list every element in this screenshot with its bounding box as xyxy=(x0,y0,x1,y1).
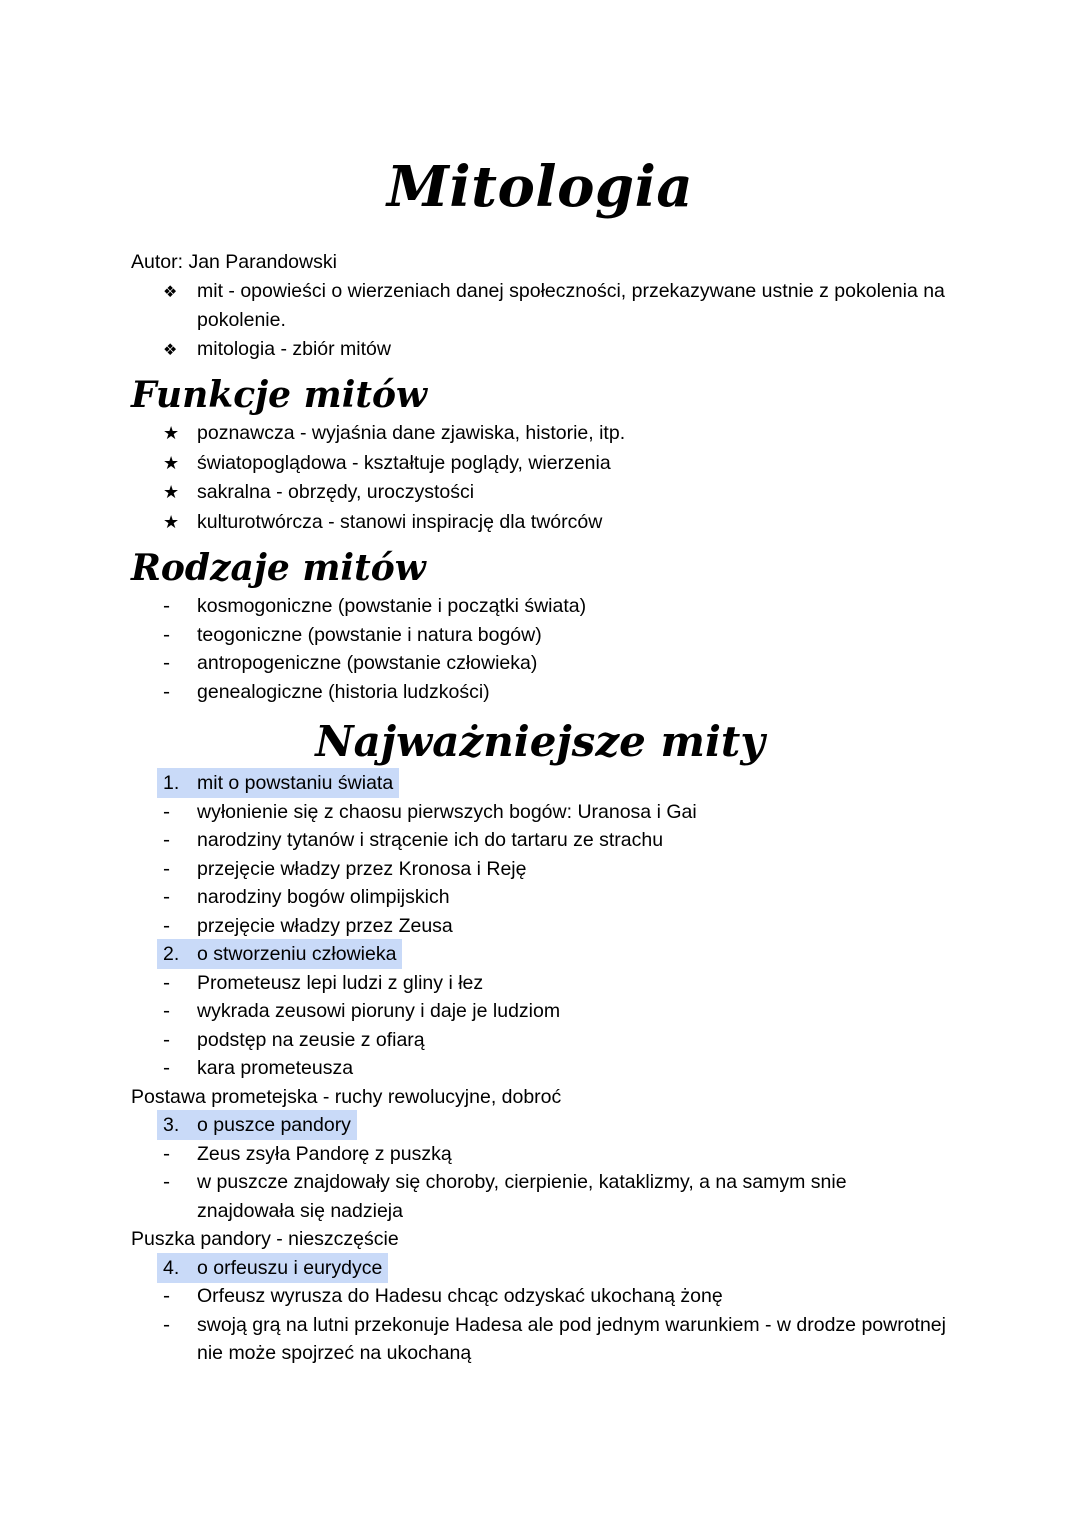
dash-list-item xyxy=(131,1311,949,1368)
dash-list-item xyxy=(131,969,949,998)
list-item xyxy=(131,592,949,621)
dash-list-item xyxy=(131,798,949,827)
list-text: kulturotwórcza - stanowi inspirację dla twórców xyxy=(197,510,603,533)
list-text: swoją grą na lutni przekonuje Hadesa ale pod jednym warunkiem - w drodze powrotnej nie może spojrzeć na ukochaną xyxy=(197,1313,946,1364)
list-text: sakralna - obrzędy, uroczystości xyxy=(197,481,475,503)
list-text: światopoglądowa - kształtuje poglądy, wierzenia xyxy=(197,451,611,474)
list-text: Prometeusz lepi ludzi z gliny i łez xyxy=(197,971,484,994)
list-item xyxy=(131,449,949,479)
list-text: wykrada zeusowi pioruny i daje je ludziom xyxy=(197,1000,561,1022)
list-item xyxy=(131,678,949,707)
highlighted-text xyxy=(157,1253,388,1283)
dash-list-item xyxy=(131,826,949,855)
list-number: 4. xyxy=(163,1256,180,1279)
list-text: w puszcze znajdowały się choroby, cierpienie, kataklizmy, a na samym snie znajdowała się nadzieja xyxy=(197,1171,847,1222)
list-item xyxy=(131,621,949,650)
list-text: o puszce pandory xyxy=(197,1114,351,1136)
dash-bullet: - xyxy=(163,856,171,880)
list-text: o stworzeniu człowieka xyxy=(197,943,397,965)
dash-bullet: - xyxy=(163,594,171,617)
highlighted-text xyxy=(157,1110,357,1140)
list-number: 1. xyxy=(163,772,180,794)
numbered-list-item xyxy=(131,940,949,969)
types-dash-list xyxy=(131,592,949,706)
list-item xyxy=(131,649,949,678)
intro-bullet-list xyxy=(131,277,949,365)
section-heading-funkcje-mitow: Funkcje mitów xyxy=(131,374,427,416)
list-number: 2. xyxy=(163,943,180,965)
list-text: o orfeuszu i eurydyce xyxy=(197,1256,383,1279)
dash-bullet: - xyxy=(163,913,171,937)
note-paragraph: Puszka pandory - nieszczęście xyxy=(131,1228,399,1250)
dash-bullet: - xyxy=(163,622,171,646)
numbered-list-item xyxy=(131,769,949,798)
dash-bullet: - xyxy=(163,828,171,851)
dash-bullet: - xyxy=(163,1027,171,1051)
dash-bullet: - xyxy=(163,799,171,823)
highlighted-text xyxy=(157,939,402,969)
dash-bullet: - xyxy=(163,970,171,994)
list-item xyxy=(131,277,949,335)
numbered-list-item xyxy=(131,1111,949,1140)
list-text: mit - opowieści o wierzeniach danej społeczności, przekazywane ustnie z pokolenia na pokolenie. xyxy=(197,279,945,331)
list-number: 3. xyxy=(163,1114,180,1136)
dash-list-item xyxy=(131,1168,949,1225)
list-item xyxy=(131,335,949,365)
star-bullet-icon: ★ xyxy=(163,423,180,444)
dash-bullet: - xyxy=(163,1141,171,1165)
dash-list-item xyxy=(131,997,949,1026)
dash-bullet: - xyxy=(163,999,171,1022)
dash-bullet: - xyxy=(163,1312,171,1336)
dash-list-item xyxy=(131,1140,949,1169)
dash-list-item xyxy=(131,1026,949,1055)
diamond-bullet-icon: ❖ xyxy=(163,281,178,301)
list-text: mit o powstaniu świata xyxy=(197,772,394,794)
list-text: przejęcie władzy przez Zeusa xyxy=(197,914,453,937)
list-text: podstęp na zeusie z ofiarą xyxy=(197,1028,425,1051)
list-text: narodziny bogów olimpijskich xyxy=(197,886,450,908)
numbered-list-item xyxy=(131,1254,949,1283)
dash-bullet: - xyxy=(163,651,171,674)
star-bullet-icon: ★ xyxy=(163,511,180,533)
diamond-bullet-icon: ❖ xyxy=(163,339,178,359)
list-item xyxy=(131,478,949,508)
star-bullet-icon: ★ xyxy=(163,452,180,474)
list-text: Zeus zsyła Pandorę z puszką xyxy=(197,1142,452,1165)
dash-list-item xyxy=(131,855,949,884)
dash-bullet: - xyxy=(163,1284,171,1307)
dash-list-item xyxy=(131,912,949,941)
highlighted-text xyxy=(157,768,399,798)
list-text: teogoniczne (powstanie i natura bogów) xyxy=(197,623,542,646)
dash-list-item xyxy=(131,1282,949,1311)
list-text: wyłonienie się z chaosu pierwszych bogów: Uranosa i Gai xyxy=(197,800,697,823)
list-text: kosmogoniczne (powstanie i początki świata) xyxy=(197,595,587,617)
list-text: kara prometeusza xyxy=(197,1057,354,1079)
author-line: Autor: Jan Parandowski xyxy=(131,251,337,273)
star-bullet-icon: ★ xyxy=(163,482,180,503)
list-text: przejęcie władzy przez Kronosa i Reję xyxy=(197,857,527,880)
list-text: mitologia - zbiór mitów xyxy=(197,337,391,360)
list-text: genealogiczne (historia ludzkości) xyxy=(197,680,490,703)
dash-bullet: - xyxy=(163,885,171,908)
list-text: poznawcza - wyjaśnia dane zjawiska, historie, itp. xyxy=(197,422,626,444)
list-item xyxy=(131,508,949,538)
functions-star-list xyxy=(131,419,949,537)
list-item xyxy=(131,419,949,449)
myths-list xyxy=(131,769,949,1368)
list-text: Orfeusz wyrusza do Hadesu chcąc odzyskać ukochaną żonę xyxy=(197,1285,723,1307)
note-paragraph: Postawa prometejska - ruchy rewolucyjne, dobroć xyxy=(131,1085,562,1108)
dash-bullet: - xyxy=(163,1170,171,1193)
dash-list-item xyxy=(131,883,949,912)
dash-list-item xyxy=(131,1054,949,1083)
section-heading-rodzaje-mitow: Rodzaje mitów xyxy=(131,547,426,589)
dash-bullet: - xyxy=(163,1056,171,1079)
list-text: antropogeniczne (powstanie człowieka) xyxy=(197,652,538,674)
dash-bullet: - xyxy=(163,679,171,703)
section-heading-najwazniejsze-mity: Najważniejsze mity xyxy=(315,717,765,766)
list-text: narodziny tytanów i strącenie ich do tartaru ze strachu xyxy=(197,829,664,851)
page-title: Mitologia xyxy=(386,154,694,220)
